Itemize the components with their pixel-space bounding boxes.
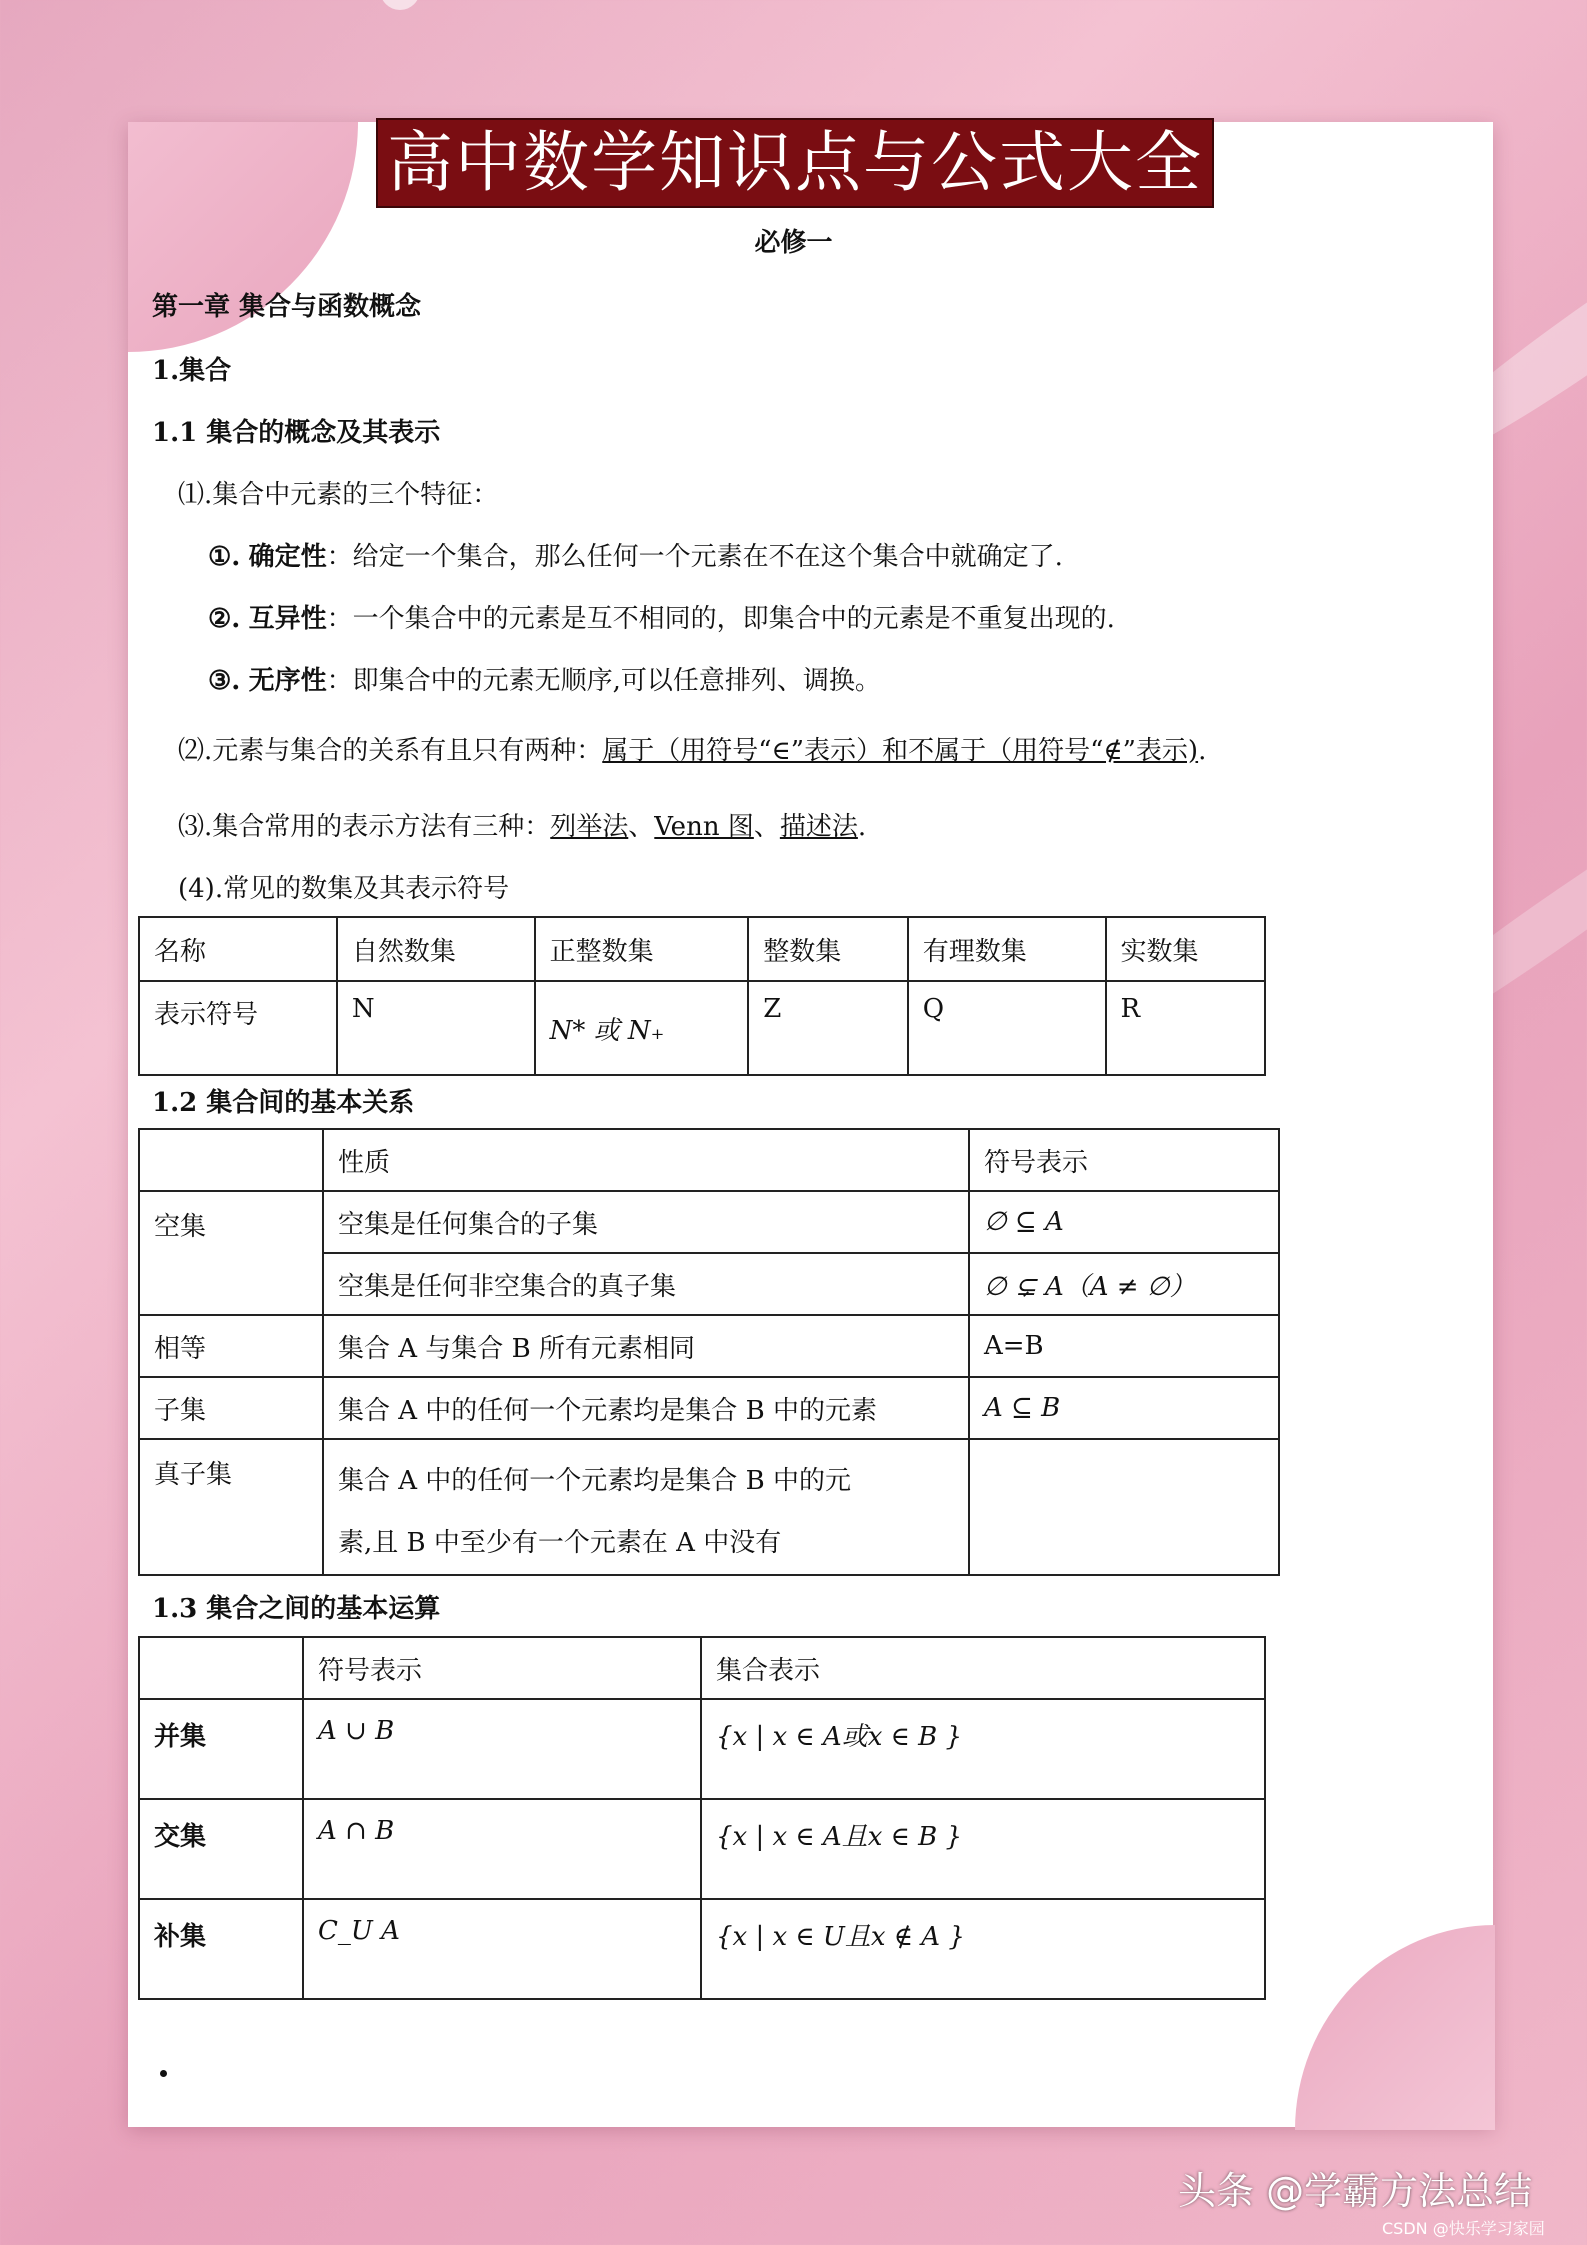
table-row: [139, 1799, 1265, 1899]
table-cell: 子集: [139, 1377, 323, 1439]
feature-num: ②.: [208, 604, 241, 634]
table-row: [139, 917, 1265, 981]
table-cell: {x | x ∈ A且x ∈ B }: [701, 1799, 1265, 1899]
table-cell: N* 或 N₊: [535, 981, 749, 1075]
table-cell: {x | x ∈ A或x ∈ B }: [701, 1699, 1265, 1799]
table-cell: 集合 A 中的任何一个元素均是集合 B 中的元素: [323, 1377, 969, 1439]
section-heading: 1.3 集合之间的基本运算: [152, 1594, 441, 1624]
table-row: [139, 1699, 1265, 1799]
feature-line: [208, 598, 1115, 635]
list-item: (4).常见的数集及其表示符号: [178, 874, 510, 904]
table-row: [139, 981, 1265, 1075]
feature-text: ：一个集合中的元素是互不相同的，即集合中的元素是不重复出现的.: [326, 604, 1115, 634]
table-cell: 整数集: [748, 917, 907, 981]
table-cell: Z: [748, 981, 907, 1075]
table-row: [139, 1129, 1279, 1191]
section-heading: 1.集合: [152, 356, 232, 386]
feature-num: ①.: [208, 542, 241, 572]
operations-table: [138, 1636, 1266, 2000]
table-cell: N: [337, 981, 535, 1075]
table-row: [139, 1191, 1279, 1253]
item-text: ⑵.元素与集合的关系有且只有两种：: [178, 736, 603, 766]
section-heading: 1.1 集合的概念及其表示: [152, 418, 441, 448]
table-cell: 并集: [139, 1699, 303, 1799]
table-cell: ∅ ⊊ A（A ≠ ∅）: [969, 1253, 1279, 1315]
table-cell: Q: [908, 981, 1106, 1075]
feature-text: ：即集合中的元素无顺序,可以任意排列、调换。: [326, 666, 881, 696]
section-heading: 1.2 集合间的基本关系: [152, 1088, 415, 1118]
table-cell: 正整数集: [535, 917, 749, 981]
numset-table: [138, 916, 1266, 1076]
table-cell: ∅ ⊆ A: [969, 1191, 1279, 1253]
table-cell: 性质: [323, 1129, 969, 1191]
item-end: .: [857, 812, 867, 842]
method-list: 列举法: [550, 812, 629, 842]
table-row: [139, 1637, 1265, 1699]
list-item: [178, 730, 1206, 767]
method-desc: 描述法: [779, 812, 858, 842]
item-end: .: [1198, 736, 1207, 766]
table-cell: {x | x ∈ U且x ∉ A }: [701, 1899, 1265, 1999]
table-cell: 有理数集: [908, 917, 1106, 981]
table-row: [139, 1315, 1279, 1377]
table-cell: [969, 1439, 1279, 1575]
table-cell: 交集: [139, 1799, 303, 1899]
table-cell: 符号表示: [303, 1637, 701, 1699]
chapter-heading: 第一章 集合与函数概念: [152, 292, 422, 322]
table-cell: A=B: [969, 1315, 1279, 1377]
feature-line: [208, 660, 881, 697]
feature-name: 确定性: [248, 542, 327, 572]
feature-num: ③.: [208, 666, 241, 696]
cell-line: 素,且 B 中至少有一个元素在 A 中没有: [338, 1528, 782, 1558]
table-cell: 集合表示: [701, 1637, 1265, 1699]
table-cell: 相等: [139, 1315, 323, 1377]
table-cell: A ∪ B: [303, 1699, 701, 1799]
table-cell: 空集是任何集合的子集: [323, 1191, 969, 1253]
separator: 、: [753, 812, 780, 842]
separator: 、: [628, 812, 655, 842]
table-cell: 空集是任何非空集合的真子集: [323, 1253, 969, 1315]
bullet-dot: [160, 2070, 167, 2077]
table-cell: 符号表示: [969, 1129, 1279, 1191]
table-cell: 补集: [139, 1899, 303, 1999]
feature-name: 无序性: [248, 666, 327, 696]
table-cell: [139, 1129, 323, 1191]
table-row: [139, 1439, 1279, 1575]
subtitle: 必修一: [754, 228, 833, 258]
table-cell: 名称: [139, 917, 337, 981]
table-cell: 真子集: [139, 1439, 323, 1575]
method-venn: Venn 图: [654, 812, 754, 842]
item-text: ⑶.集合常用的表示方法有三种：: [178, 812, 551, 842]
list-item: [178, 806, 866, 843]
item-underlined: 属于（用符号“∈”表示）和不属于（用符号“∉”表示): [602, 736, 1199, 766]
table-cell: C_U A: [303, 1899, 701, 1999]
table-cell: 集合 A 与集合 B 所有元素相同: [323, 1315, 969, 1377]
table-cell: 自然数集: [337, 917, 535, 981]
table-cell: R: [1106, 981, 1265, 1075]
cell-line: 集合 A 中的任何一个元素均是集合 B 中的元: [338, 1466, 851, 1496]
table-cell: A ⊆ B: [969, 1377, 1279, 1439]
table-cell: [323, 1439, 969, 1575]
page-title: 高中数学知识点与公式大全: [376, 118, 1214, 208]
list-item: ⑴.集合中元素的三个特征：: [178, 480, 499, 510]
table-cell: 表示符号: [139, 981, 337, 1075]
table-row: [139, 1377, 1279, 1439]
table-cell: [139, 1637, 303, 1699]
bg-dot: [380, 0, 420, 10]
table-row: [139, 1899, 1265, 1999]
table-cell: 空集: [139, 1191, 323, 1315]
relations-table: [138, 1128, 1280, 1576]
csdn-watermark: CSDN @快乐学习家园: [1382, 2219, 1545, 2238]
feature-line: [208, 536, 1063, 573]
table-cell: A ∩ B: [303, 1799, 701, 1899]
table-cell: 实数集: [1106, 917, 1265, 981]
platform-watermark: 头条 @学霸方法总结: [1178, 2169, 1533, 2213]
feature-text: ：给定一个集合，那么任何一个元素在不在这个集合中就确定了.: [326, 542, 1063, 572]
feature-name: 互异性: [248, 604, 327, 634]
